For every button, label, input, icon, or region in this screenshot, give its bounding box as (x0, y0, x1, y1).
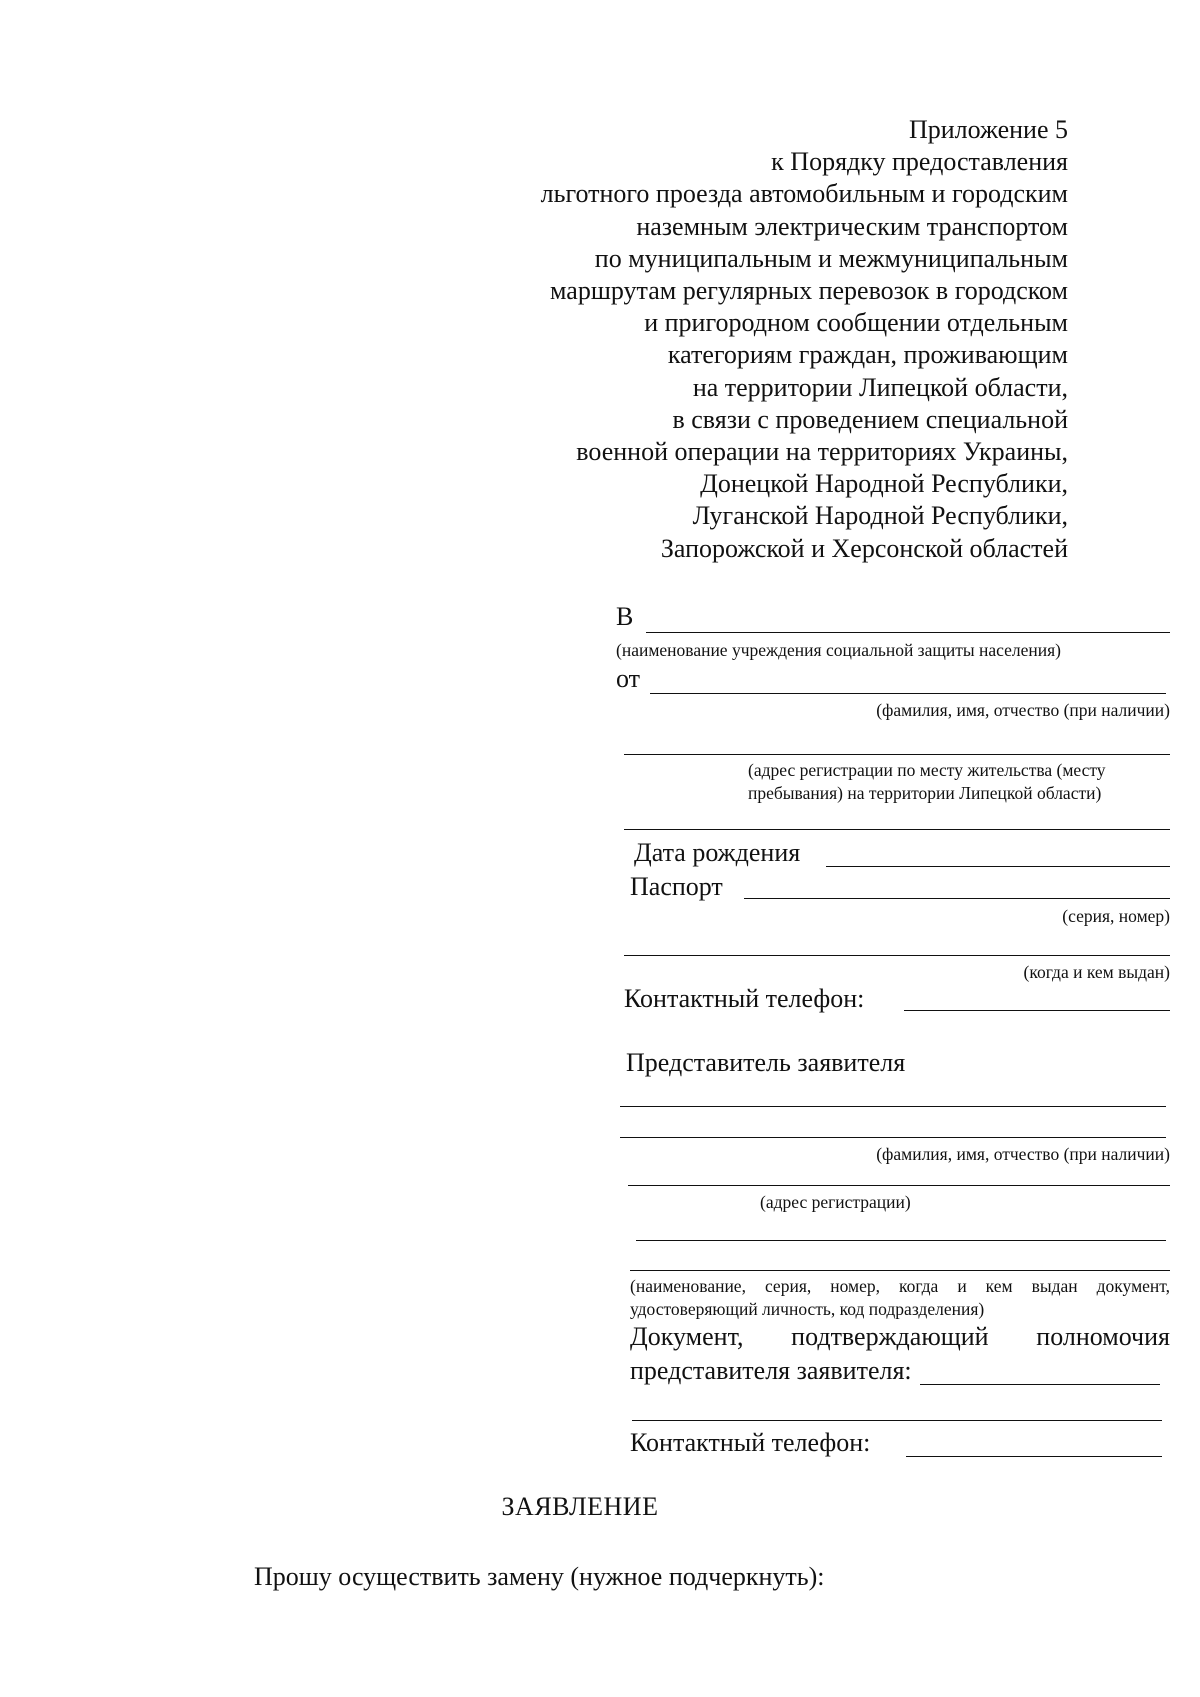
authority-document-field-extra[interactable] (632, 1420, 1162, 1421)
appendix-line: на территории Липецкой области, (692, 372, 1068, 402)
appendix-line: льготного проезда автомобильным и городским (540, 179, 1068, 209)
representative-doc-field-1[interactable] (636, 1240, 1166, 1241)
birth-date-label: Дата рождения (634, 838, 801, 867)
birth-date-field[interactable] (826, 866, 1170, 867)
address-field-extra[interactable] (624, 829, 1170, 830)
appendix-header (448, 114, 1068, 565)
authority-document-label-line2: представителя заявителя: (630, 1356, 912, 1385)
representative-address-field[interactable] (628, 1185, 1170, 1186)
appendix-line: категориям граждан, проживающим (667, 340, 1068, 370)
fio-caption: (фамилия, имя, отчество (при наличии) (876, 700, 1170, 720)
representative-address-caption: (адрес регистрации) (760, 1192, 911, 1212)
representative-fio-field[interactable] (620, 1137, 1166, 1138)
appendix-line: по муниципальным и межмуниципальным (594, 243, 1068, 273)
representative-doc-field-2[interactable] (630, 1270, 1170, 1271)
institution-caption: (наименование учреждения социальной защиты населения) (616, 640, 1061, 660)
appendix-line: к Порядку предоставления (771, 147, 1068, 177)
authority-document-field[interactable] (920, 1384, 1160, 1385)
passport-field[interactable] (744, 898, 1170, 899)
passport-issued-field[interactable] (624, 955, 1170, 956)
appendix-line: Донецкой Народной Республики, (700, 469, 1068, 499)
to-prefix: В (616, 602, 634, 631)
statement-title: ЗАЯВЛЕНИЕ (501, 1492, 659, 1521)
passport-label: Паспорт (630, 872, 723, 901)
appendix-line: и пригородном сообщении отдельным (644, 308, 1068, 338)
appendix-line: в связи с проведением специальной (672, 404, 1068, 434)
address-caption-line2: пребывания) на территории Липецкой области) (748, 783, 1102, 803)
representative-doc-caption-line2: удостоверяющий личность, код подразделения) (630, 1299, 985, 1319)
applicant-fio-field[interactable] (650, 693, 1166, 694)
address-field[interactable] (624, 754, 1170, 755)
institution-field[interactable] (646, 632, 1170, 633)
representative-phone-field[interactable] (906, 1456, 1162, 1457)
phone-field[interactable] (904, 1010, 1170, 1011)
representative-fio-caption: (фамилия, имя, отчество (при наличии) (876, 1144, 1170, 1164)
appendix-line: Приложение 5 (908, 115, 1068, 144)
address-caption-line1: (адрес регистрации по месту жительства (месту (748, 760, 1106, 780)
appendix-line: маршрутам регулярных перевозок в городском (550, 276, 1068, 306)
statement-request-text: Прошу осуществить замену (нужное подчеркнуть): (254, 1562, 825, 1591)
representative-field-1[interactable] (620, 1106, 1166, 1107)
authority-document-label-line1: Документ, подтверждающий полномочия (630, 1322, 1170, 1351)
passport-caption: (серия, номер) (1062, 906, 1170, 926)
appendix-line: Запорожской и Херсонской областей (660, 533, 1068, 563)
appendix-line: наземным электрическим транспортом (636, 211, 1068, 241)
representative-heading: Представитель заявителя (626, 1048, 906, 1077)
representative-doc-caption-line1: (наименование, серия, номер, когда и кем выдан документ, (630, 1276, 1170, 1296)
phone-label: Контактный телефон: (624, 984, 865, 1013)
appendix-line: военной операции на территориях Украины, (576, 437, 1068, 467)
appendix-line: Луганской Народной Республики, (692, 501, 1068, 531)
from-prefix: от (616, 664, 641, 693)
representative-phone-label: Контактный телефон: (630, 1428, 871, 1457)
issued-caption: (когда и кем выдан) (1023, 962, 1170, 982)
